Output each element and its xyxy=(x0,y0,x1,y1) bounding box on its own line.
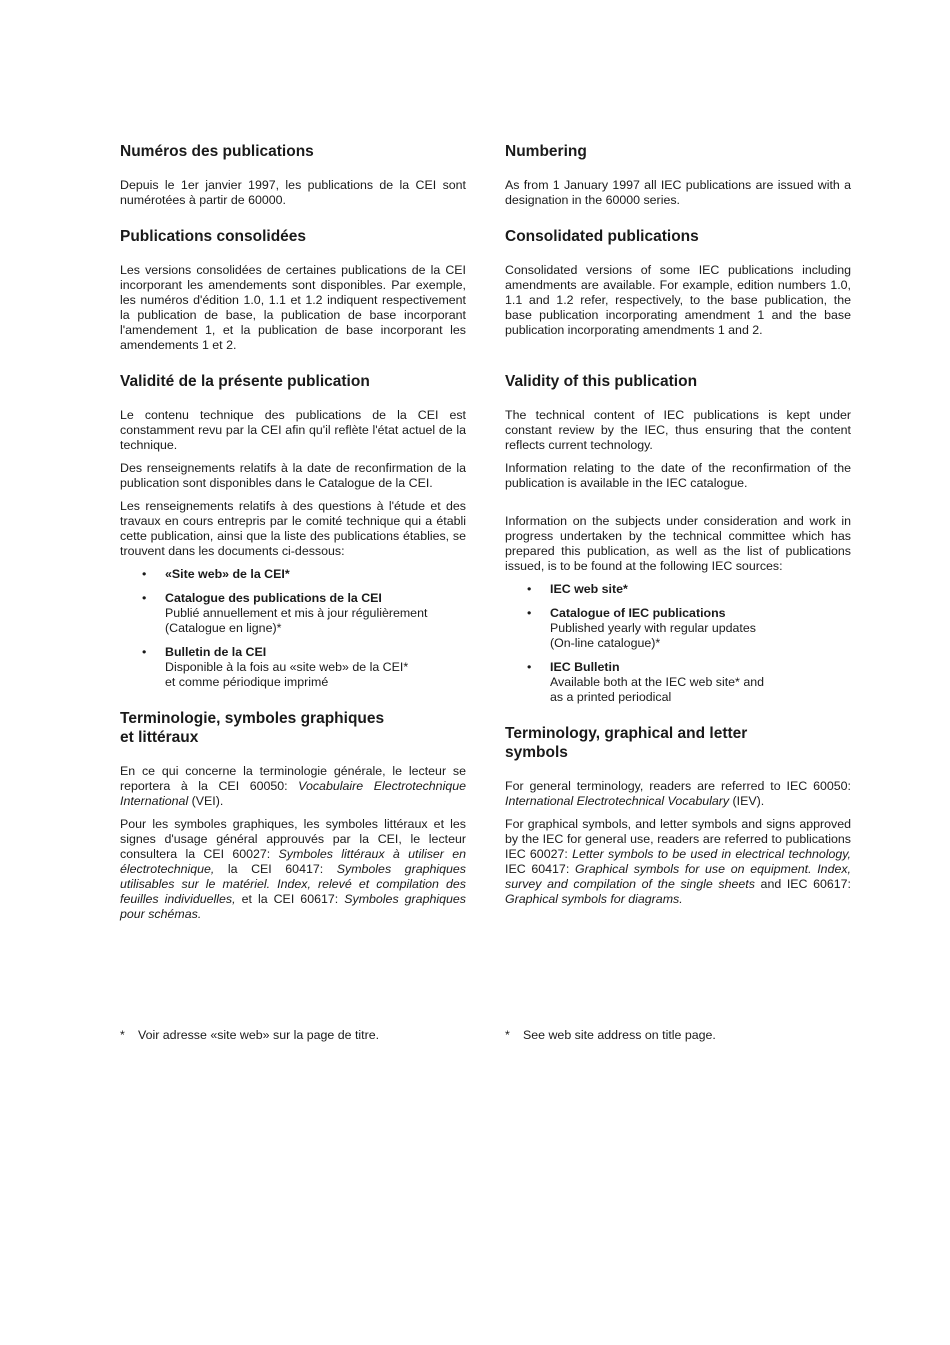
para-numbering-en: As from 1 January 1997 all IEC publications are issued with a designation in the 60000 series. xyxy=(505,178,851,207)
para-consolidated-en: Consolidated versions of some IEC publications including amendments are available. For example, edition numbers 1.0, 1.1 and 1.2 refer, respectively, to the base publication, the base publication incorporating amendment 1 and the base publication incorporating amendments 1 and 2. xyxy=(505,263,851,337)
heading-validity-en: Validity of this publication xyxy=(505,373,698,390)
list-item xyxy=(120,591,466,636)
french-column xyxy=(120,142,466,922)
heading-line: et littéraux xyxy=(120,729,199,746)
para-validity-a-fr: Le contenu technique des publications de la CEI est constamment revu par la CEI afin qu'il reflète l'état actuel de la technique. xyxy=(120,408,466,452)
para-validity-a-en: The technical content of IEC publications is kept under constant review by the IEC, thus ensuring that the content reflects current technology. xyxy=(505,408,851,452)
text-run: and IEC 60617: xyxy=(754,877,851,891)
heading-terminology-fr xyxy=(120,709,466,747)
bullet-line: as a printed periodical xyxy=(550,690,672,704)
heading-numbering-en: Numbering xyxy=(505,143,587,160)
bullet-title: Bulletin de la CEI xyxy=(165,645,267,659)
text-run: En ce qui concerne la terminologie générale, le lecteur se reportera à la CEI 60050: xyxy=(120,764,466,793)
bullet-line: Disponible à la fois au «site web» de la CEI* xyxy=(165,660,409,674)
bullet-line: et comme périodique imprimé xyxy=(165,675,329,689)
bullet-icon: • xyxy=(142,567,147,581)
text-run: et la CEI 60617: xyxy=(235,892,345,906)
sources-list-fr xyxy=(120,567,466,690)
footnote-fr xyxy=(120,1028,466,1043)
sources-list-en xyxy=(505,582,851,705)
heading-line: Terminologie, symboles graphiques xyxy=(120,710,385,727)
para-terminology-b-en xyxy=(505,817,851,907)
text-run-italic: Vocabulaire Electrotechnique International xyxy=(120,779,466,808)
text-run: (IEV). xyxy=(729,794,765,808)
bullet-line: (On-line catalogue)* xyxy=(550,636,661,650)
list-item xyxy=(505,582,851,597)
bullet-icon: • xyxy=(527,606,532,620)
list-item xyxy=(505,660,851,705)
bullet-icon: • xyxy=(527,660,532,674)
para-terminology-a-fr xyxy=(120,764,466,809)
para-terminology-a-en xyxy=(505,779,851,809)
text-run: IEC 60417: xyxy=(505,862,575,876)
footnote-text: See web site address on title page. xyxy=(523,1028,716,1042)
footnote-star: * xyxy=(120,1028,125,1042)
list-item xyxy=(505,606,851,651)
heading-numbering-fr: Numéros des publications xyxy=(120,143,314,160)
text-run: For graphical symbols, and letter symbols and signs approved by the IEC for general use, readers are referred to publications IEC 60027: xyxy=(505,817,851,861)
para-validity-c-fr: Les renseignements relatifs à des questions à l'étude et des travaux en cours entrepris par le comité technique qui a établi cette publication, ainsi que la liste des publications établies, se trouvent dans les documents ci-dessous: xyxy=(120,499,466,558)
para-consolidated-fr: Les versions consolidées de certaines publications de la CEI incorporant les amendements sont disponibles. Par exemple, les numéros d'édition 1.0, 1.1 et 1.2 indiquent respectivement la publication de base, la publication de base incorporant l'amendement 1, et la publication de base incorporant les amendements 1 et 2. xyxy=(120,263,466,352)
heading-line: symbols xyxy=(505,744,568,761)
text-run-italic: Letter symbols to be used in electrical technology, xyxy=(572,847,851,861)
heading-line: Terminology, graphical and letter xyxy=(505,725,748,742)
text-run-italic: Graphical symbols for diagrams. xyxy=(505,892,683,906)
para-validity-b-en: Information relating to the date of the reconfirmation of the publication is available in the IEC catalogue. xyxy=(505,461,851,490)
bullet-icon: • xyxy=(527,582,532,596)
heading-consolidated-fr: Publications consolidées xyxy=(120,228,307,245)
text-run: (VEI). xyxy=(188,794,224,808)
bullet-title: IEC Bulletin xyxy=(550,660,620,674)
footnote-en xyxy=(505,1028,851,1043)
text-run-italic: Symboles littéraux à utiliser en électrotechnique, xyxy=(120,847,466,876)
text-run-italic: Graphical symbols for use on equipment. Index, survey and compilation of the single sheets xyxy=(505,862,851,891)
text-run: For general terminology, readers are referred to IEC 60050: xyxy=(505,779,851,793)
para-numbering-fr: Depuis le 1er janvier 1997, les publications de la CEI sont numérotées à partir de 60000. xyxy=(120,178,466,207)
bullet-title: «Site web» de la CEI* xyxy=(165,567,290,581)
heading-consolidated-en: Consolidated publications xyxy=(505,228,699,245)
bullet-icon: • xyxy=(142,645,147,659)
heading-terminology-en xyxy=(505,724,851,762)
bullet-title: IEC web site* xyxy=(550,582,628,596)
bullet-line: Publié annuellement et mis à jour régulièrement xyxy=(165,606,428,620)
list-item xyxy=(120,645,466,690)
bullet-icon: • xyxy=(142,591,147,605)
heading-validity-fr: Validité de la présente publication xyxy=(120,373,370,390)
bullet-title: Catalogue des publications de la CEI xyxy=(165,591,382,605)
text-run-italic: International Electrotechnical Vocabulary xyxy=(505,794,730,808)
para-terminology-b-fr xyxy=(120,817,466,922)
english-column xyxy=(505,142,851,907)
text-run: Pour les symboles graphiques, les symboles littéraux et les signes d'usage général approuvés par la CEI, le lecteur consultera la CEI 60027: xyxy=(120,817,466,861)
footnote-star: * xyxy=(505,1028,510,1042)
para-validity-b-fr: Des renseignements relatifs à la date de reconfirmation de la publication sont disponibles dans le Catalogue de la CEI. xyxy=(120,461,466,490)
text-run-italic: Symboles graphiques pour schémas. xyxy=(120,892,466,921)
bullet-line: Published yearly with regular updates xyxy=(550,621,756,635)
list-item xyxy=(120,567,466,582)
text-run: la CEI 60417: xyxy=(214,862,337,876)
para-validity-c-en: Information on the subjects under consideration and work in progress undertaken by the technical committee which has prepared this publication, as well as the list of publications issued, is to be found at the following IEC sources: xyxy=(505,514,851,573)
bullet-line: (Catalogue en ligne)* xyxy=(165,621,282,635)
bullet-line: Available both at the IEC web site* and xyxy=(550,675,764,689)
text-run-italic: Symboles graphiques utilisables sur le matériel. Index, relevé et compilation des feuilles individuelles, xyxy=(120,862,466,906)
bullet-title: Catalogue of IEC publications xyxy=(550,606,726,620)
footnote-text: Voir adresse «site web» sur la page de titre. xyxy=(138,1028,380,1042)
